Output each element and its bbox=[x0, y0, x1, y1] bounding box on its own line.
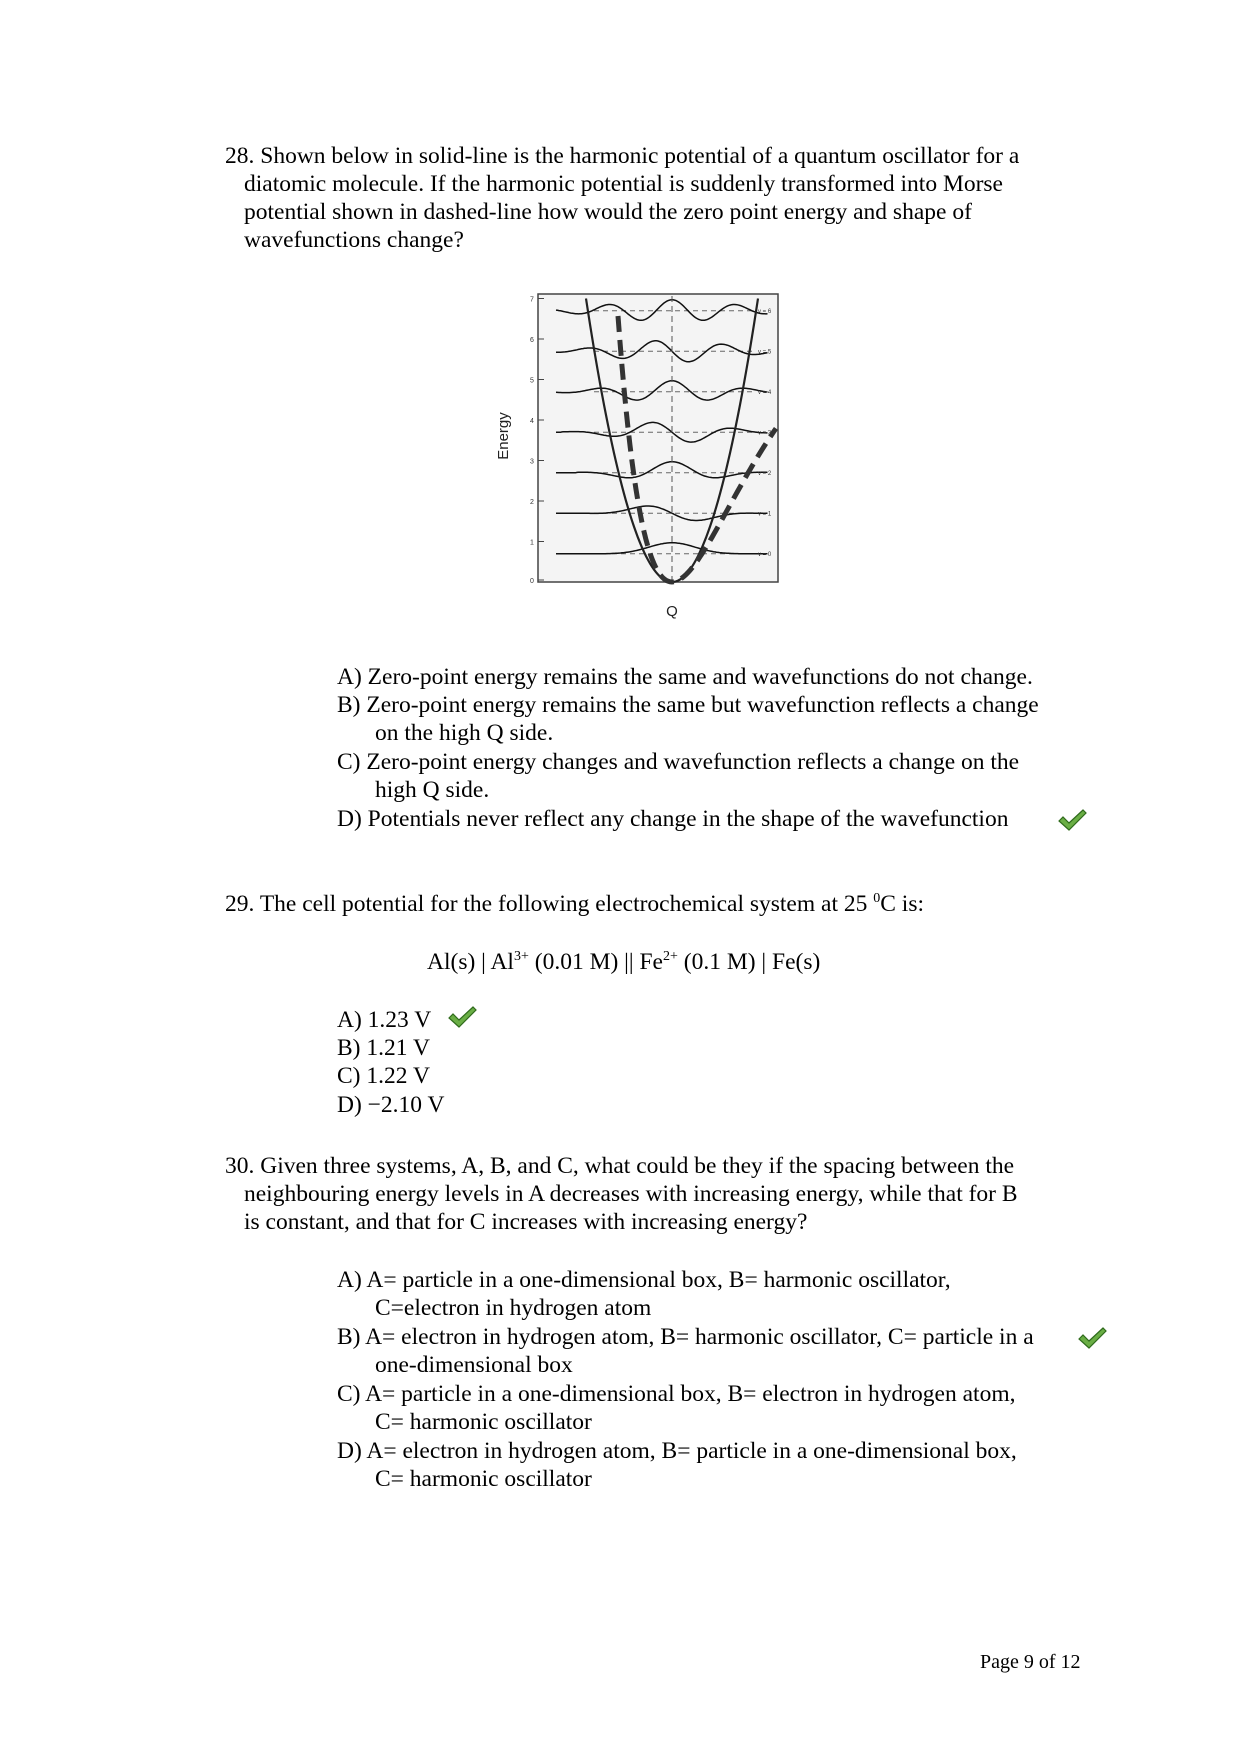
q28-option-a-text: A) Zero-point energy remains the same and wavefunctions do not change. bbox=[337, 664, 1033, 690]
q28-line-3: potential shown in dashed-line how would the zero point energy and shape of bbox=[244, 199, 972, 225]
y-tick-label: 4 bbox=[530, 418, 534, 425]
cell-sup-2: 2+ bbox=[662, 949, 678, 964]
q30-line-1: 30. Given three systems, A, B, and C, what could be they if the spacing between the bbox=[225, 1153, 1015, 1179]
q29-stem-superscript: 0 bbox=[873, 891, 881, 906]
q30-option-c-text-2: C= harmonic oscillator bbox=[375, 1409, 592, 1435]
cell-sup-1: 3+ bbox=[513, 949, 529, 964]
page-number: Page 9 of 12 bbox=[980, 1651, 1081, 1673]
q28-option-d[interactable] bbox=[337, 805, 1008, 833]
cell-part-1: Al(s) | Al bbox=[427, 949, 514, 975]
q29-stem-suffix: C is: bbox=[880, 891, 924, 917]
y-tick-label: 5 bbox=[530, 377, 534, 385]
q30-option-d-text-1: D) A= electron in hydrogen atom, B= particle in a one-dimensional box, bbox=[337, 1438, 1017, 1464]
question-29-stem bbox=[225, 890, 924, 918]
level-label: v = 0 bbox=[758, 551, 772, 558]
q28-option-c-text-1: C) Zero-point energy changes and wavefunction reflects a change on the bbox=[337, 749, 1020, 775]
q30-option-b-text-2: one-dimensional box bbox=[375, 1352, 573, 1378]
q28-option-c-text-2: high Q side. bbox=[375, 777, 490, 803]
y-tick-label: 0 bbox=[530, 578, 534, 585]
q29-option-a[interactable]: A) 1.23 V bbox=[337, 1007, 432, 1033]
q28-option-c[interactable] bbox=[337, 748, 1019, 804]
y-tick-label: 3 bbox=[530, 458, 534, 466]
q28-option-b-text-1: B) Zero-point energy remains the same but wavefunction reflects a change bbox=[337, 692, 1039, 718]
q28-line-1: 28. Shown below in solid-line is the harmonic potential of a quantum oscillator for a bbox=[225, 143, 1020, 169]
q30-option-b[interactable] bbox=[337, 1323, 1034, 1379]
figure-plot-frame bbox=[538, 294, 778, 582]
q29-option-b[interactable]: B) 1.21 V bbox=[337, 1035, 430, 1061]
q28-option-b-text-2: on the high Q side. bbox=[375, 720, 554, 746]
q30-line-3: is constant, and that for C increases with increasing energy? bbox=[244, 1209, 808, 1235]
q30-option-a-text-2: C=electron in hydrogen atom bbox=[375, 1295, 652, 1321]
oscillator-potential-figure bbox=[486, 286, 806, 626]
q30-option-c[interactable] bbox=[337, 1380, 1015, 1436]
y-tick-label: 6 bbox=[530, 337, 534, 344]
q28-option-b[interactable] bbox=[337, 691, 1039, 747]
checkmark-icon bbox=[447, 1005, 477, 1029]
q30-line-2: neighbouring energy levels in A decreases with increasing energy, while that for B bbox=[244, 1181, 1018, 1207]
level-label: v = 3 bbox=[758, 430, 772, 437]
level-label: v = 6 bbox=[758, 308, 772, 315]
level-label: v = 1 bbox=[758, 511, 772, 518]
figure-x-label: Q bbox=[666, 603, 678, 620]
q28-line-4: wavefunctions change? bbox=[244, 227, 464, 253]
q30-option-b-text-1: B) A= electron in hydrogen atom, B= harmonic oscillator, C= particle in a bbox=[337, 1324, 1034, 1350]
q30-option-c-text-1: C) A= particle in a one-dimensional box, B= electron in hydrogen atom, bbox=[337, 1381, 1016, 1407]
question-28-stem bbox=[225, 142, 1093, 254]
q30-option-d-text-2: C= harmonic oscillator bbox=[375, 1466, 592, 1492]
y-tick-label: 7 bbox=[530, 296, 534, 304]
q29-option-d[interactable]: D) −2.10 V bbox=[337, 1092, 445, 1118]
cell-notation bbox=[427, 948, 820, 976]
q29-option-c[interactable]: C) 1.22 V bbox=[337, 1063, 430, 1089]
q28-line-2: diatomic molecule. If the harmonic potential is suddenly transformed into Morse bbox=[244, 171, 1003, 197]
q30-option-a-text-1: A) A= particle in a one-dimensional box, B= harmonic oscillator, bbox=[337, 1267, 951, 1293]
q30-option-a[interactable] bbox=[337, 1266, 951, 1322]
checkmark-icon bbox=[1057, 808, 1087, 832]
q28-option-d-text: D) Potentials never reflect any change in the shape of the wavefunction bbox=[337, 806, 1009, 832]
figure-y-label: Energy bbox=[495, 412, 512, 460]
q29-stem-prefix: 29. The cell potential for the following electrochemical system at 25 bbox=[225, 891, 874, 917]
y-tick-label: 2 bbox=[530, 499, 534, 506]
q28-option-a[interactable] bbox=[337, 663, 1033, 691]
cell-part-2: (0.01 M) || Fe bbox=[528, 949, 663, 975]
checkmark-icon bbox=[1077, 1326, 1107, 1350]
cell-part-3: (0.1 M) | Fe(s) bbox=[677, 949, 821, 975]
q30-option-d[interactable] bbox=[337, 1437, 1017, 1493]
level-label: v = 2 bbox=[758, 470, 772, 477]
level-label: v = 5 bbox=[758, 349, 772, 356]
question-30-stem bbox=[225, 1152, 1093, 1236]
level-label: v = 4 bbox=[758, 389, 772, 396]
y-tick-label: 1 bbox=[530, 539, 534, 547]
